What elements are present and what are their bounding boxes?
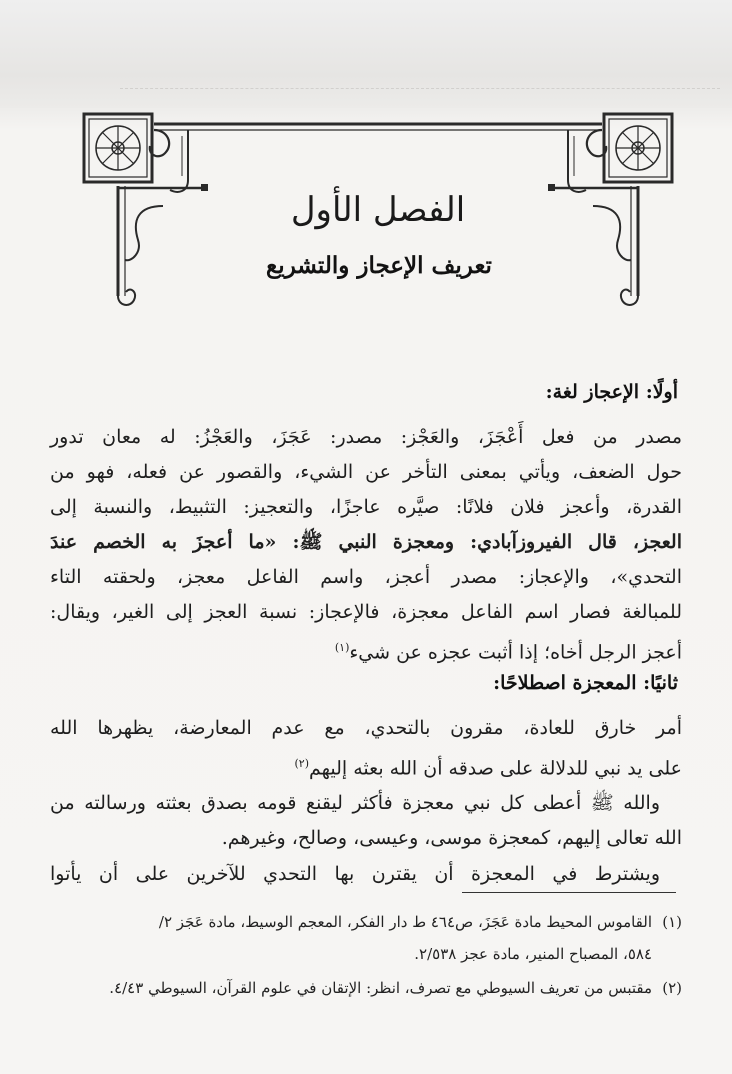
part1-line: العجز، قال الفيروزآبادي: ومعجزة النبي ﷺ: «ما أعجزَ به الخصم عندَ [50, 531, 682, 553]
footnote-2 [50, 972, 682, 1004]
footnote-ref-2: (٢) [294, 757, 309, 770]
part1-heading: أولًا: الإعجاز لغة: [545, 381, 678, 403]
paragraph-4-line: ويشترط في المعجزة أن يقترن بها التحدي للآخرين على أن يأتوا [50, 863, 660, 885]
part1-line: حول الضعف، ويأتي بمعنى التأخر عن الشيء، والقصور عن فعله، فهو من [50, 461, 682, 483]
part2-paragraph [50, 711, 682, 786]
part2-heading: ثانيًا: المعجزة اصطلاحًا: [493, 672, 678, 694]
paragraph-4 [50, 857, 682, 892]
part1-line-text: أعجز الرجل أخاه؛ إذا أثبت عجزه عن شيء [349, 641, 682, 664]
footnote-1-number: (١) [662, 913, 682, 931]
footnote-1-line: ٥٨٤، المصباح المنير، مادة عجز ٢/٥٣٨. [414, 945, 652, 963]
paragraph-3 [50, 786, 682, 856]
section-title: تعريف الإعجاز والتشريع [266, 252, 492, 279]
part1-line [50, 630, 682, 670]
footnote-1-line: القاموس المحيط مادة عَجَزَ، ص٤٦٤ ط دار الفكر، المعجم الوسيط، مادة عَجَز ٢/ [158, 913, 652, 931]
paragraph-3-line: والله ﷺ أعطى كل نبي معجزة فأكثر ليقنع قومه بصدق بعثته ورسالته من [50, 792, 660, 814]
footnote-2-number: (٢) [662, 979, 682, 997]
chapter-title: الفصل الأول [290, 190, 466, 230]
part2-line [50, 746, 682, 786]
paragraph-3-line: الله تعالى إليهم، كمعجزة موسى، وعيسى، وصالح، وغيرهم. [221, 827, 682, 849]
footnote-separator [462, 892, 676, 893]
part1-line: التحدي»، والإعجاز: مصدر أعجز، واسم الفاعل معجز، ولحقته التاء [50, 566, 682, 588]
part1-line: للمبالغة فصار اسم الفاعل معجزة، فالإعجاز: نسبة العجز إلى الغير، ويقال: [50, 601, 682, 623]
bleed-through-line [120, 88, 720, 95]
footnote-2-line: مقتبس من تعريف السيوطي مع تصرف، انظر: الإتقان في علوم القرآن، السيوطي ٤/٤٣. [109, 979, 652, 997]
part2-line: أمر خارق للعادة، مقرون بالتحدي، مع عدم المعارضة، يظهرها الله [50, 717, 682, 739]
part1-line: القدرة، وأعجز فلان فلانًا: صيَّره عاجزًا، والتعجيز: التثبيط، والنسبة إلى [50, 496, 682, 518]
footnote-1 [50, 906, 682, 970]
part1-line: مصدر من فعل أَعْجَزَ، والعَجْز: مصدر: عَجَزَ، والعَجْزُ: له معان تدور [50, 426, 682, 448]
part1-paragraph [50, 420, 682, 670]
footnote-ref-1: (١) [334, 641, 350, 654]
part2-line-text: على يد نبي للدلالة على صدقه أن الله بعثه إليهم [309, 757, 682, 780]
